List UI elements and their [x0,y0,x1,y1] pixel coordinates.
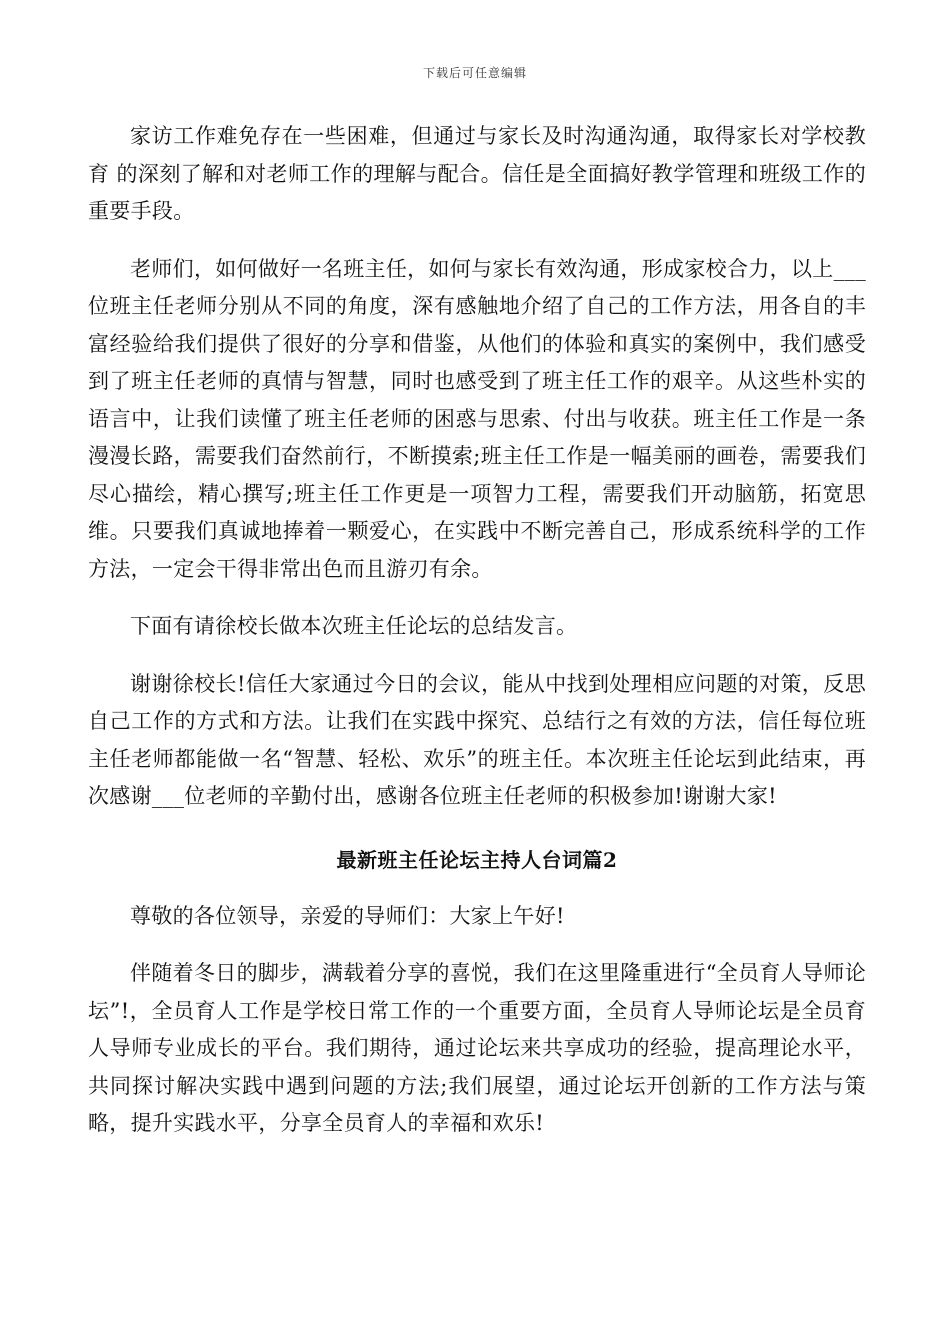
page-header: 下载后可任意编辑 [422,66,527,80]
paragraph-invite-principal: 下面有请徐校长做本次班主任论坛的总结发言。 [130,614,578,638]
paragraph-forum-intro: 伴随着冬日的脚步，满载着分享的喜悦，我们在这里隆重进行“全员育人导师论坛”!，全员育人工作是学校日常工作的一个重要方面，全员育人导师论坛是全员育人导师专业成长的平台。我们期待，通过论坛来共享成功的经验，提高理论水平，共同探讨解决实践中遇到问题的方法;我们展望，通过论坛开创新的工作方法与策略，提升实践水平，分享全员育人的幸福和欢乐! [88,961,866,1135]
paragraph-teachers-summary: 老师们，如何做好一名班主任，如何与家长有效沟通，形成家校合力，以上___位班主任老师分别从不同的角度，深有感触地介绍了自己的工作方法，用各自的丰富经验给我们提供了很好的分享和借鉴，从他们的体验和真实的案例中，我们感受到了班主任老师的真情与智慧，同时也感受到了班主任工作的艰辛。从这些朴实的语言中，让我们读懂了班主任老师的困惑与思索、付出与收获。班主任工作是一条漫漫长路，需要我们奋然前行，不断摸索;班主任工作是一幅美丽的画卷，需要我们尽心描绘，精心撰写;班主任工作更是一项智力工程，需要我们开动脑筋，拓宽思维。只要我们真诚地捧着一颗爱心，在实践中不断完善自己，形成系统科学的工作方法，一定会干得非常出色而且游刃有余。 [88,256,866,581]
document-body [88,118,866,1163]
paragraph-greeting: 尊敬的各位领导，亲爱的导师们：大家上午好! [130,903,565,928]
paragraph-closing-thanks: 谢谢徐校长!信任大家通过今日的会议，能从中找到处理相应问题的对策，反思自己工作的方式和方法。让我们在实践中探究、总结行之有效的方法，信任每位班主任老师都能做一名“智慧、轻松、欢乐”的班主任。本次班主任论坛到此结束，再次感谢___位老师的辛勤付出，感谢各位班主任老师的积极参加!谢谢大家! [88,671,866,808]
paragraph-home-visit: 家访工作难免存在一些困难，但通过与家长及时沟通沟通，取得家长对学校教育 的深刻了解和对老师工作的理解与配合。信任是全面搞好教学管理和班级工作的重要手段。 [88,124,866,223]
section-heading: 最新班主任论坛主持人台词篇2 [336,847,618,872]
